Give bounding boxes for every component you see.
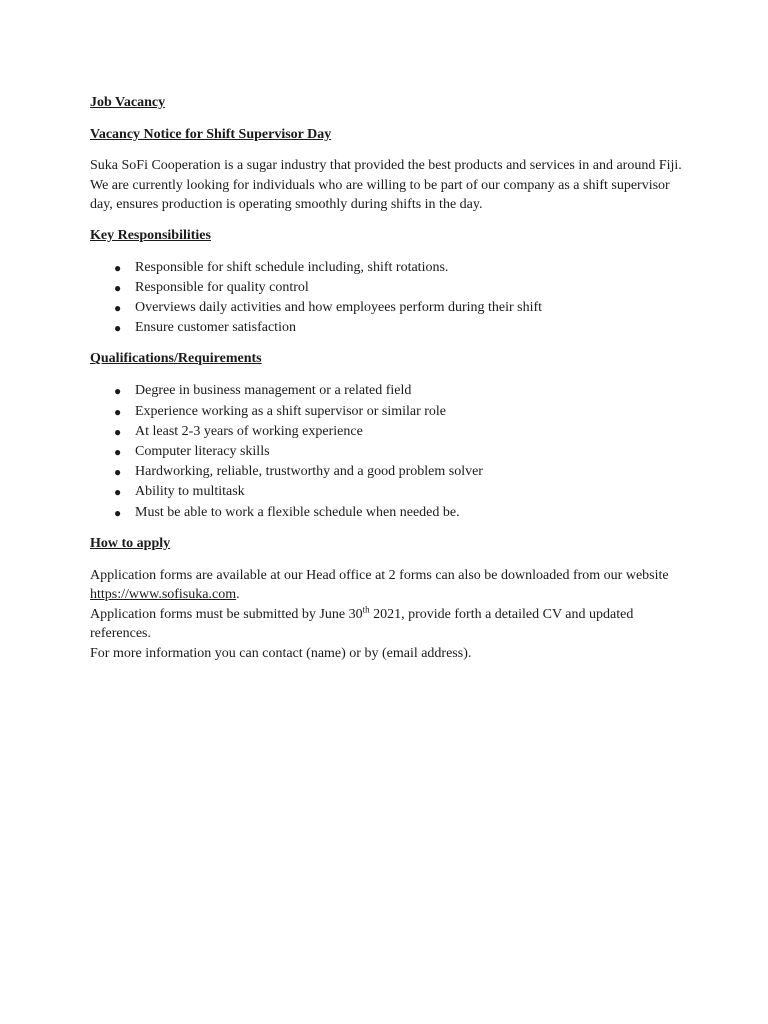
how-to-apply-heading: How to apply xyxy=(90,535,171,551)
bullet-icon: ● xyxy=(114,300,122,315)
list-item-text: Degree in business management or a related field xyxy=(135,383,412,399)
bullet-icon: ● xyxy=(114,485,122,500)
list-item-text: Overviews daily activities and how employees perform during their shift xyxy=(135,299,543,315)
list-item xyxy=(90,503,690,523)
qualifications-heading: Qualifications/Requirements xyxy=(90,351,262,367)
document-page xyxy=(90,93,690,663)
list-item-text: Responsible for quality control xyxy=(135,279,309,295)
deadline-text-end: 2021, provide forth a detailed CV and updated references. xyxy=(90,606,634,642)
bullet-icon: ● xyxy=(114,260,122,275)
apply-forms-text: Application forms are available at our Head office at 2 forms can also be downloaded from our website xyxy=(90,567,669,583)
vacancy-notice-title: Vacancy Notice for Shift Supervisor Day xyxy=(90,127,332,142)
list-item-text: Ability to multitask xyxy=(135,484,245,500)
responsibilities-list xyxy=(90,258,690,339)
list-item xyxy=(90,422,690,442)
apply-paragraph-forms xyxy=(90,566,690,605)
list-item xyxy=(90,482,690,502)
list-item-text: Hardworking, reliable, trustworthy and a good problem solver xyxy=(135,464,483,480)
bullet-icon: ● xyxy=(114,280,122,295)
responsibilities-heading: Key Responsibilities xyxy=(90,227,211,243)
list-item-text: At least 2-3 years of working experience xyxy=(135,423,363,439)
list-item xyxy=(90,381,690,401)
list-item xyxy=(90,258,690,278)
list-item-text: Computer literacy skills xyxy=(135,443,270,459)
list-item-text: Responsible for shift schedule including, shift rotations. xyxy=(135,259,449,275)
apply-paragraph-deadline xyxy=(90,605,690,644)
intro-paragraph: Suka SoFi Cooperation is a sugar industry that provided the best products and services in and around Fiji. We are currently looking for individuals who are willing to be part of our company as a shift supervisor day, ensures production is operating smoothly during shifts in the day. xyxy=(90,158,682,212)
list-item xyxy=(90,442,690,462)
apply-forms-end: . xyxy=(236,587,240,603)
bullet-icon: ● xyxy=(114,465,122,480)
list-item-text: Experience working as a shift supervisor or similar role xyxy=(135,403,447,419)
list-item xyxy=(90,298,690,318)
bullet-icon: ● xyxy=(114,505,122,520)
list-item xyxy=(90,462,690,482)
page-title: Job Vacancy xyxy=(90,95,166,110)
list-item xyxy=(90,402,690,422)
bullet-icon: ● xyxy=(114,404,122,419)
bullet-icon: ● xyxy=(114,444,122,459)
bullet-icon: ● xyxy=(114,384,122,399)
bullet-icon: ● xyxy=(114,424,122,439)
list-item-text: Must be able to work a flexible schedule when needed be. xyxy=(135,504,460,520)
list-item xyxy=(90,278,690,298)
list-item xyxy=(90,318,690,338)
bullet-icon: ● xyxy=(114,321,122,336)
deadline-text-start: Application forms must be submitted by June 30 xyxy=(90,606,363,622)
list-item-text: Ensure customer satisfaction xyxy=(135,320,296,336)
ordinal-suffix: th xyxy=(362,604,370,615)
qualifications-list xyxy=(90,381,690,522)
apply-paragraph-contact: For more information you can contact (name) or by (email address). xyxy=(90,645,472,661)
website-link[interactable]: https://www.sofisuka.com xyxy=(90,587,237,603)
